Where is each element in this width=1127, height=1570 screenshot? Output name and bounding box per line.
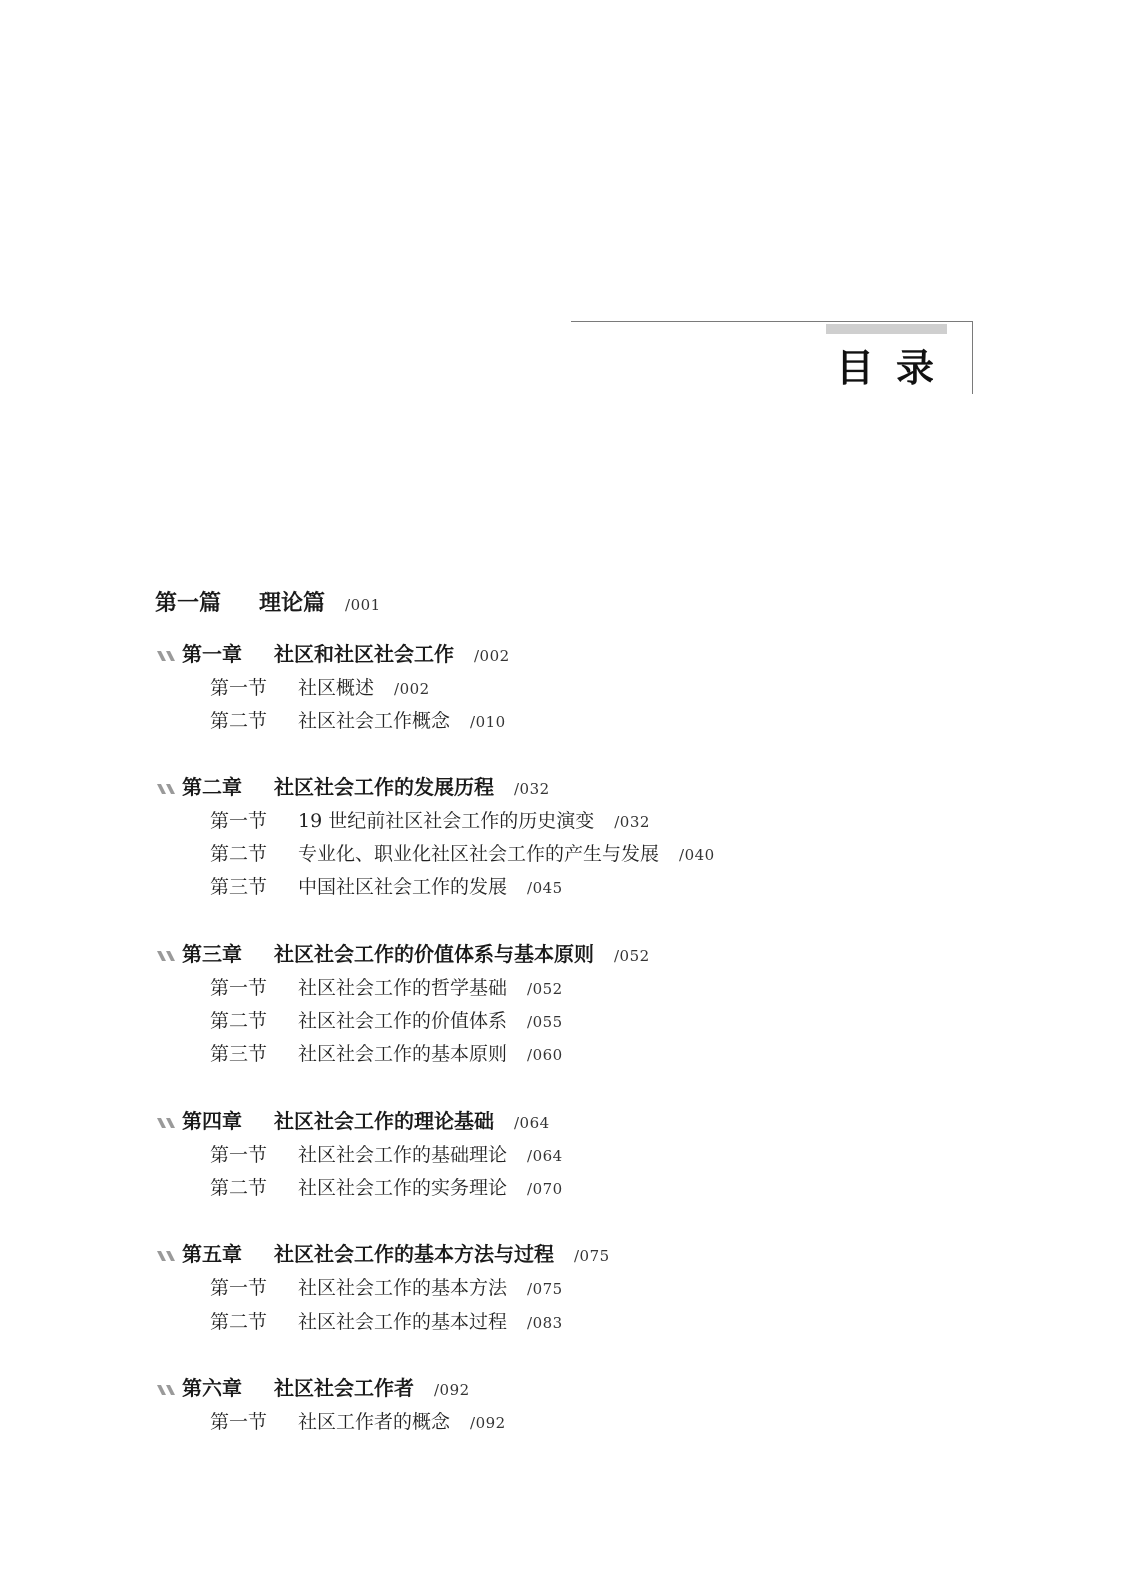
section-page: /092: [470, 1414, 506, 1432]
section-page: /055: [527, 1013, 563, 1031]
title-rule: [571, 321, 973, 322]
section-title: 19 世纪前社区社会工作的历史演变: [298, 810, 595, 832]
part-title: 理论篇: [259, 590, 326, 616]
chapter-label: 第三章: [182, 942, 242, 966]
chapter-label: 第四章: [182, 1109, 242, 1133]
section-title: 社区社会工作的基本过程: [298, 1311, 508, 1333]
chapter-marker-icon: [155, 780, 182, 796]
section-title: 社区社会工作的哲学基础: [298, 977, 508, 999]
section-title: 社区概述: [298, 677, 375, 699]
chapter-title: 社区和社区社会工作: [274, 642, 454, 666]
chapter-marker-icon: [155, 1114, 182, 1130]
toc-chapter[interactable]: [155, 1106, 550, 1136]
section-label: 第一节: [210, 1277, 268, 1299]
section-label: 第一节: [210, 977, 268, 999]
section-title: 社区社会工作的实务理论: [298, 1177, 508, 1199]
section-page: /083: [527, 1314, 563, 1332]
chapter-marker-icon: [155, 1247, 182, 1263]
toc-section[interactable]: [210, 806, 650, 836]
section-label: 第三节: [210, 1043, 268, 1065]
section-title: 社区社会工作的基本方法: [298, 1277, 508, 1299]
toc-section[interactable]: [210, 706, 506, 736]
section-title: 专业化、职业化社区社会工作的产生与发展: [298, 843, 660, 865]
section-page: /032: [614, 813, 650, 831]
chapter-page: /032: [514, 780, 550, 798]
toc-section[interactable]: [210, 973, 563, 1003]
chapter-page: /092: [434, 1381, 470, 1399]
section-page: /064: [527, 1147, 563, 1165]
section-label: 第一节: [210, 1411, 268, 1433]
chapter-page: /002: [474, 647, 510, 665]
section-label: 第二节: [210, 710, 268, 732]
chapter-label: 第五章: [182, 1242, 242, 1266]
section-page: /070: [527, 1180, 563, 1198]
section-page: /010: [470, 713, 506, 731]
section-label: 第二节: [210, 1010, 268, 1032]
toc-section[interactable]: [210, 1307, 563, 1337]
toc-section[interactable]: [210, 673, 430, 703]
section-page: /060: [527, 1046, 563, 1064]
toc-section[interactable]: [210, 1173, 563, 1203]
toc-chapter[interactable]: [155, 639, 510, 669]
chapter-label: 第一章: [182, 642, 242, 666]
section-label: 第三节: [210, 876, 268, 898]
part-label: 第一篇: [155, 590, 222, 616]
section-label: 第一节: [210, 677, 268, 699]
toc-chapter[interactable]: [155, 939, 650, 969]
section-title: 社区社会工作的价值体系: [298, 1010, 508, 1032]
toc-section[interactable]: [210, 1006, 563, 1036]
toc-section[interactable]: [210, 1273, 563, 1303]
page-title: 目录: [836, 345, 957, 390]
toc-section[interactable]: [210, 1140, 563, 1170]
section-page: /045: [527, 879, 563, 897]
toc-section[interactable]: [210, 1407, 506, 1437]
toc-chapter[interactable]: [155, 772, 550, 802]
chapter-label: 第六章: [182, 1376, 242, 1400]
section-title: 社区社会工作的基本原则: [298, 1043, 508, 1065]
title-accent-bar: [826, 324, 947, 334]
chapter-title: 社区社会工作者: [274, 1376, 414, 1400]
chapter-page: /052: [614, 947, 650, 965]
part-page: /001: [345, 596, 381, 614]
chapter-label: 第二章: [182, 775, 242, 799]
toc-section[interactable]: [210, 872, 563, 902]
chapter-marker-icon: [155, 1381, 182, 1397]
section-page: /002: [394, 680, 430, 698]
toc-section[interactable]: [210, 839, 715, 869]
toc-section[interactable]: [210, 1039, 563, 1069]
chapter-title: 社区社会工作的发展历程: [274, 775, 494, 799]
section-label: 第一节: [210, 810, 268, 832]
chapter-marker-icon: [155, 947, 182, 963]
toc-chapter[interactable]: [155, 1373, 470, 1403]
section-label: 第二节: [210, 843, 268, 865]
toc-chapter[interactable]: [155, 1239, 610, 1269]
chapter-title: 社区社会工作的基本方法与过程: [274, 1242, 554, 1266]
section-page: /052: [527, 980, 563, 998]
chapter-title: 社区社会工作的价值体系与基本原则: [274, 942, 594, 966]
chapter-marker-icon: [155, 647, 182, 663]
section-title: 社区工作者的概念: [298, 1411, 451, 1433]
chapter-title: 社区社会工作的理论基础: [274, 1109, 494, 1133]
section-title: 中国社区社会工作的发展: [298, 876, 508, 898]
section-label: 第二节: [210, 1177, 268, 1199]
title-vertical-rule: [972, 321, 973, 394]
toc-part[interactable]: [155, 588, 381, 618]
section-title: 社区社会工作概念: [298, 710, 451, 732]
section-page: /075: [527, 1280, 563, 1298]
section-page: /040: [679, 846, 715, 864]
section-title: 社区社会工作的基础理论: [298, 1144, 508, 1166]
section-label: 第一节: [210, 1144, 268, 1166]
section-label: 第二节: [210, 1311, 268, 1333]
chapter-page: /075: [574, 1247, 610, 1265]
chapter-page: /064: [514, 1114, 550, 1132]
